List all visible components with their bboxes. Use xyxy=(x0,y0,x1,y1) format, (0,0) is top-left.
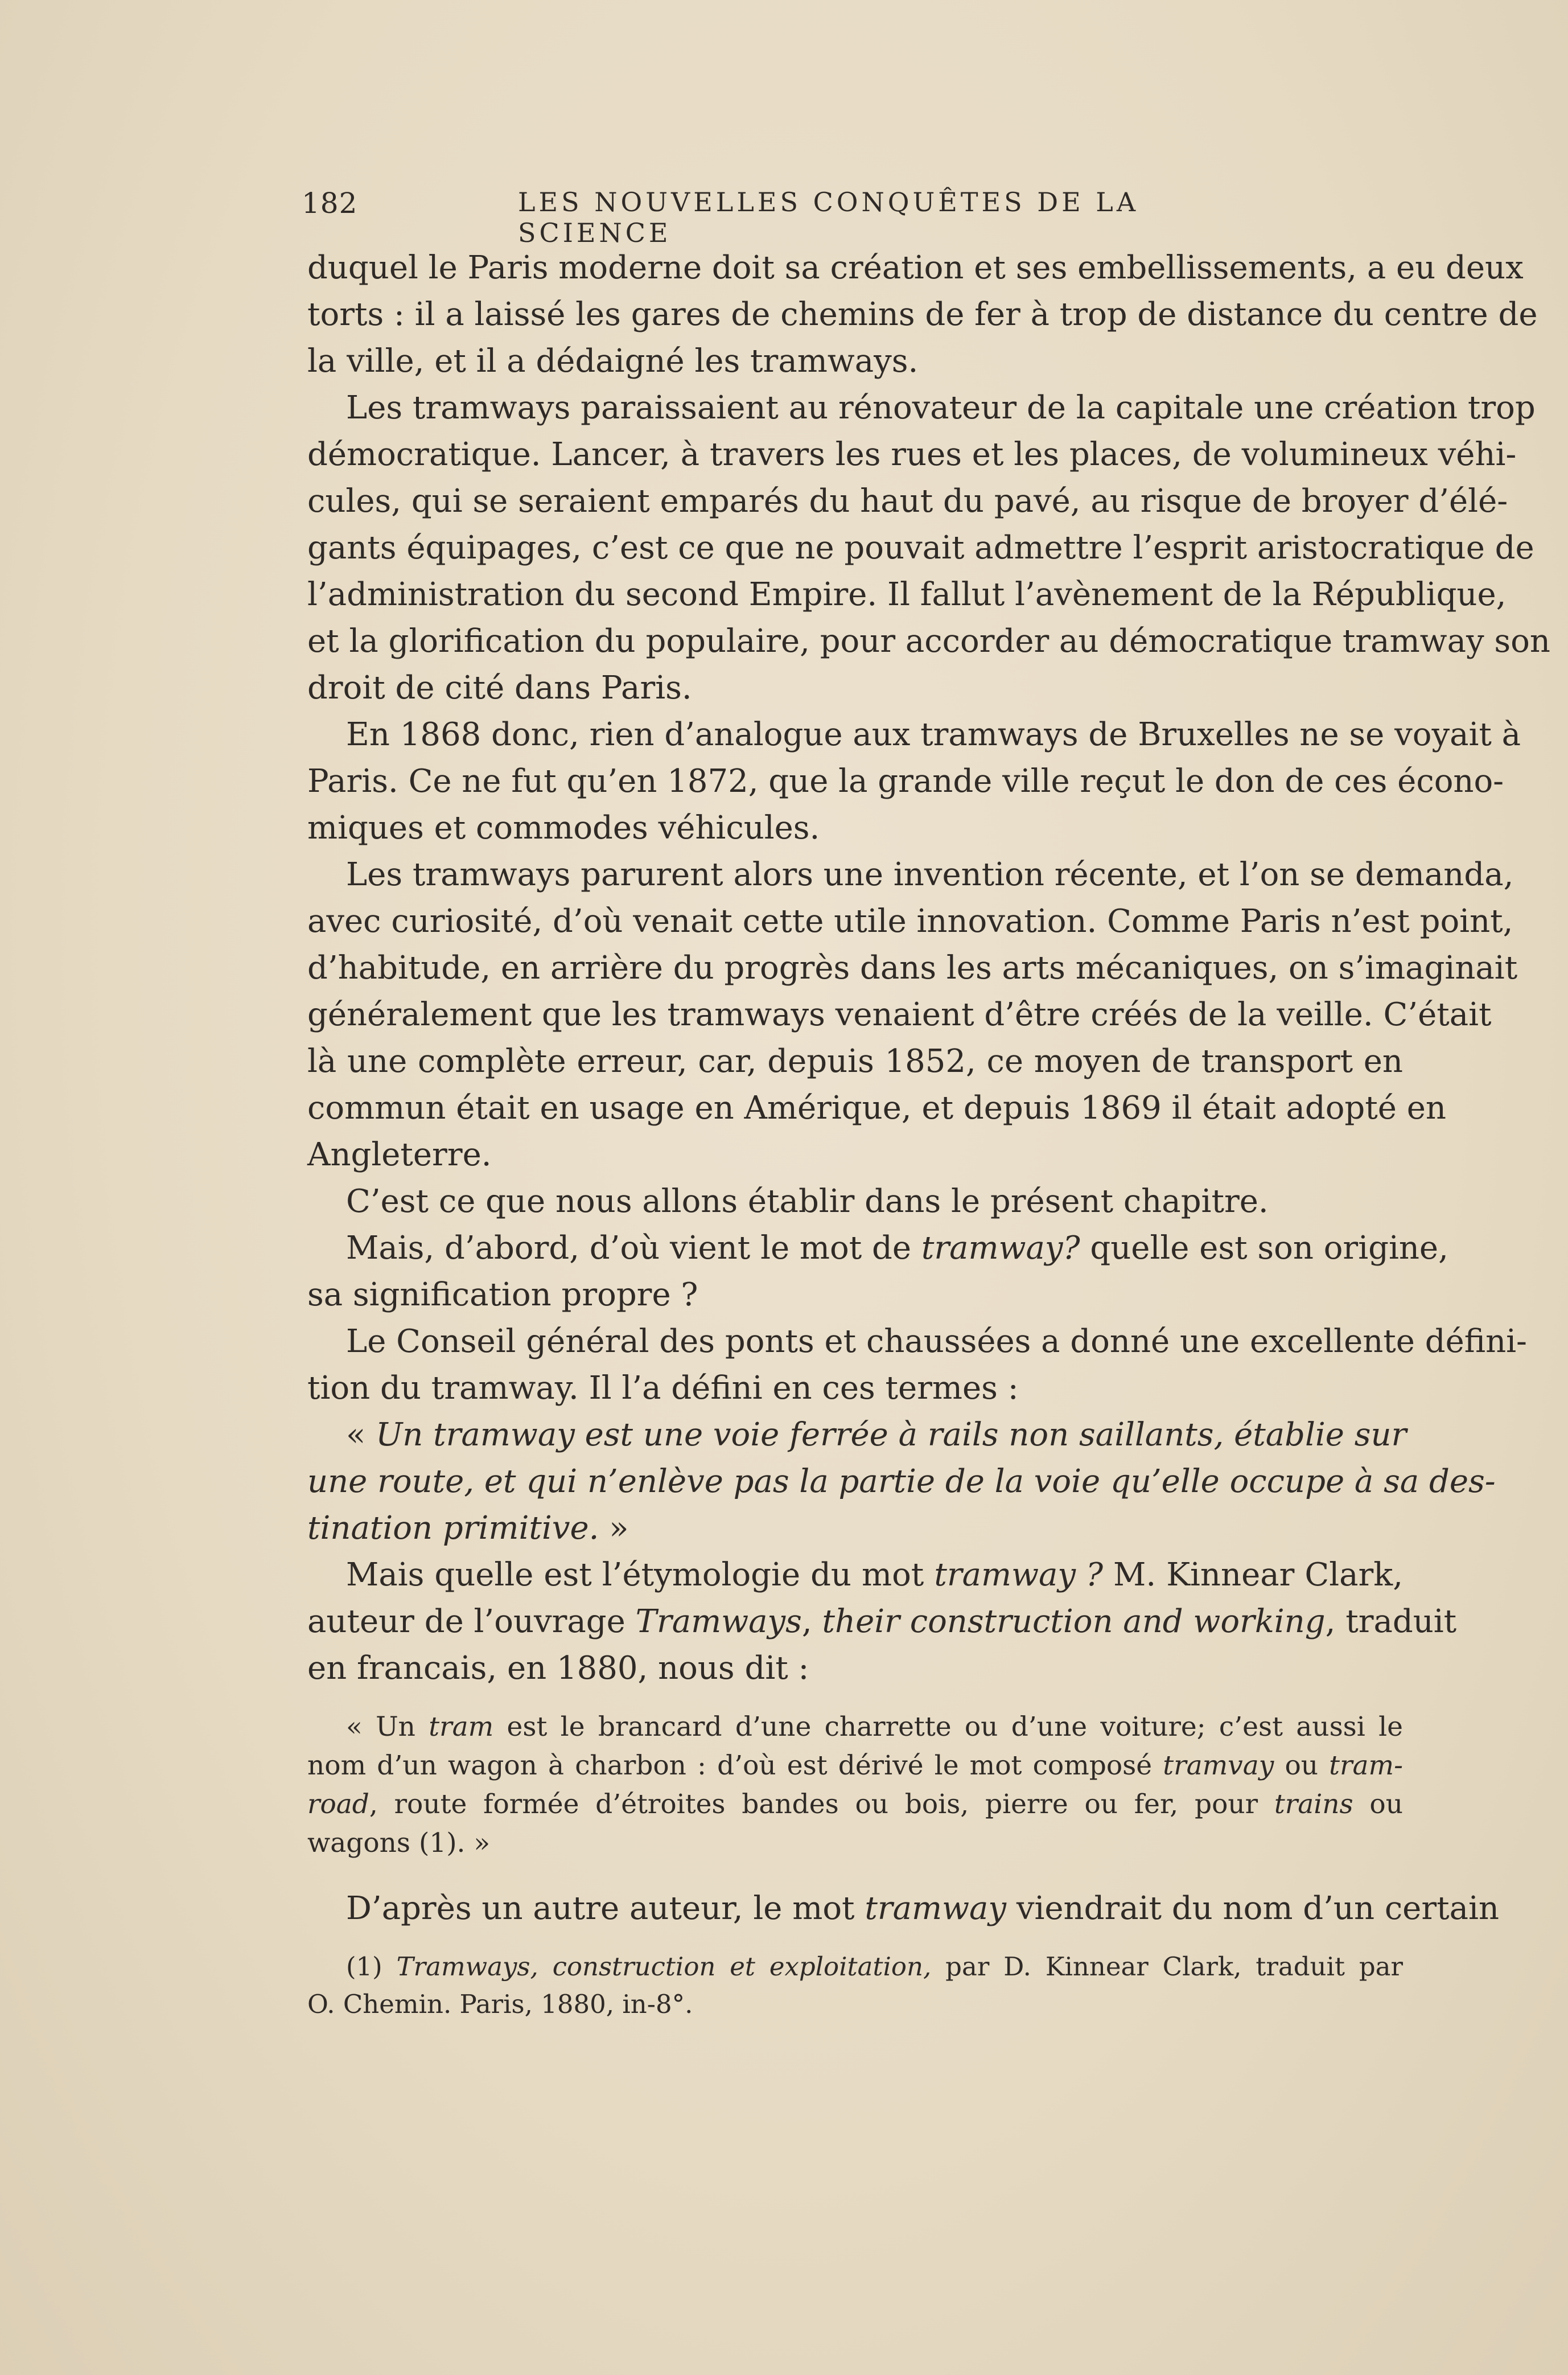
text-line: tion du tramway. Il l’a défini en ces termes : xyxy=(307,1370,1019,1407)
text-span: nom d’un wagon à charbon : d’où est dérivé le mot composé xyxy=(307,1750,1163,1781)
text-span: (1) xyxy=(346,1951,397,1982)
text-line: cules, qui se seraient emparés du haut du pavé, au risque de broyer d’élé- xyxy=(307,483,1508,520)
text-line: miques et commodes véhicules. xyxy=(307,810,820,847)
text-span: viendrait du nom d’un certain xyxy=(1006,1890,1499,1927)
text-span: , xyxy=(801,1603,822,1640)
text-span: par D. Kinnear Clark, traduit par xyxy=(931,1951,1403,1982)
emphasis-term: tramway xyxy=(865,1890,1007,1927)
citation-line xyxy=(307,1785,1403,1824)
text-span: ou xyxy=(1274,1750,1330,1781)
quote-text: tination primitive. xyxy=(307,1510,599,1547)
citation-line xyxy=(307,1747,1403,1785)
block-citation xyxy=(307,1708,1403,1863)
text-line xyxy=(307,1552,1403,1599)
text-line xyxy=(307,1225,1448,1272)
text-span: ou xyxy=(1353,1789,1403,1820)
text-span: , traduit xyxy=(1325,1603,1457,1640)
text-line: Angleterre. xyxy=(307,1136,492,1173)
spacer xyxy=(307,1863,1403,1885)
quote-mark: » xyxy=(599,1510,629,1547)
text-line: C’est ce que nous allons établir dans le présent chapitre. xyxy=(346,1183,1269,1220)
text-line: En 1868 donc, rien d’analogue aux tramways de Bruxelles ne se voyait à xyxy=(346,716,1521,753)
text-line: là une complète erreur, car, depuis 1852, ce moyen de transport en xyxy=(307,1043,1403,1080)
quote-line: une route, et qui n’enlève pas la partie de la voie qu’elle occupe à sa des- xyxy=(307,1463,1496,1500)
emphasis-term: road xyxy=(307,1789,369,1820)
footnote-line: O. Chemin. Paris, 1880, in-8°. xyxy=(307,1989,693,2019)
text-span: , route formée d’étroites bandes ou bois, pierre ou fer, pour xyxy=(369,1789,1274,1820)
emphasis-term: tramway ? xyxy=(934,1556,1104,1593)
page-header xyxy=(302,182,1190,248)
text-span: M. Kinnear Clark, xyxy=(1103,1556,1404,1593)
footnote-line xyxy=(307,1948,1403,1986)
text-line xyxy=(307,1885,1499,1932)
spacer xyxy=(307,1692,1403,1708)
citation-line xyxy=(307,1708,1403,1747)
text-line: duquel le Paris moderne doit sa création et ses embellissements, a eu deux xyxy=(307,249,1524,286)
emphasis-term: tram- xyxy=(1329,1750,1403,1781)
quote-line xyxy=(307,1505,1403,1552)
text-span: est le brancard d’une charrette ou d’une voiture; c’est aussi le xyxy=(493,1711,1403,1743)
text-line: l’administration du second Empire. Il fallut l’avènement de la République, xyxy=(307,576,1507,613)
text-line: et la glorification du populaire, pour accorder au démocratique tramway son xyxy=(307,623,1550,660)
text-line: avec curiosité, d’où venait cette utile innovation. Comme Paris n’est point, xyxy=(307,903,1513,940)
text-span: auteur de l’ouvrage xyxy=(307,1603,636,1640)
text-line: en francais, en 1880, nous dit : xyxy=(307,1650,809,1687)
text-span: « Un xyxy=(346,1711,429,1743)
text-line: sa signification propre ? xyxy=(307,1276,698,1313)
quote-line xyxy=(307,1412,1407,1458)
text-line: Les tramways parurent alors une invention récente, et l’on se demanda, xyxy=(346,856,1514,893)
citation-line: wagons (1). » xyxy=(307,1827,491,1859)
text-line: Les tramways paraissaient au rénovateur de la capitale une création trop xyxy=(346,389,1536,426)
text-line: d’habitude, en arrière du progrès dans les arts mécaniques, on s’imaginait xyxy=(307,950,1518,987)
text-span: quelle est son origine, xyxy=(1080,1230,1448,1267)
book-title: Tramways, construction et exploitation, xyxy=(396,1951,932,1982)
text-span: Mais quelle est l’étymologie du mot xyxy=(346,1556,935,1593)
footnote xyxy=(307,1948,1403,2023)
emphasis-term: tramvay xyxy=(1163,1750,1274,1781)
text-span: Mais, d’abord, d’où vient le mot de xyxy=(346,1230,921,1267)
text-line xyxy=(307,1599,1457,1645)
text-line: démocratique. Lancer, à travers les rues et les places, de volumineux véhi- xyxy=(307,436,1517,473)
book-title: their construction and working xyxy=(822,1603,1326,1640)
emphasis-term: trains xyxy=(1274,1789,1353,1820)
book-title: Tramways xyxy=(635,1603,802,1640)
emphasis-term: tram xyxy=(429,1711,494,1743)
text-line: Paris. Ce ne fut qu’en 1872, que la grande ville reçut le don de ces écono- xyxy=(307,763,1504,800)
text-line: commun était en usage en Amérique, et depuis 1869 il était adopté en xyxy=(307,1090,1446,1127)
running-title: LES NOUVELLES CONQUÊTES DE LA SCIENCE xyxy=(518,187,1139,248)
emphasis-term: tramway? xyxy=(921,1230,1080,1267)
text-span: D’après un autre auteur, le mot xyxy=(346,1890,865,1927)
page-number: 182 xyxy=(302,187,358,220)
text-line: Le Conseil général des ponts et chaussées a donné une excellente défini- xyxy=(346,1323,1527,1360)
text-line: gants équipages, c’est ce que ne pouvait admettre l’esprit aristocratique de xyxy=(307,529,1534,566)
text-block xyxy=(307,245,1550,2023)
quote-mark: « xyxy=(346,1416,376,1453)
text-line: torts : il a laissé les gares de chemins de fer à trop de distance du centre de xyxy=(307,296,1538,333)
text-line: la ville, et il a dédaigné les tramways. xyxy=(307,343,919,380)
spacer xyxy=(307,1932,1403,1948)
text-line: généralement que les tramways venaient d’être créés de la veille. C’était xyxy=(307,996,1492,1033)
text-line: droit de cité dans Paris. xyxy=(307,669,692,706)
quote-text: Un tramway est une voie ferrée à rails non saillants, établie sur xyxy=(376,1416,1407,1453)
